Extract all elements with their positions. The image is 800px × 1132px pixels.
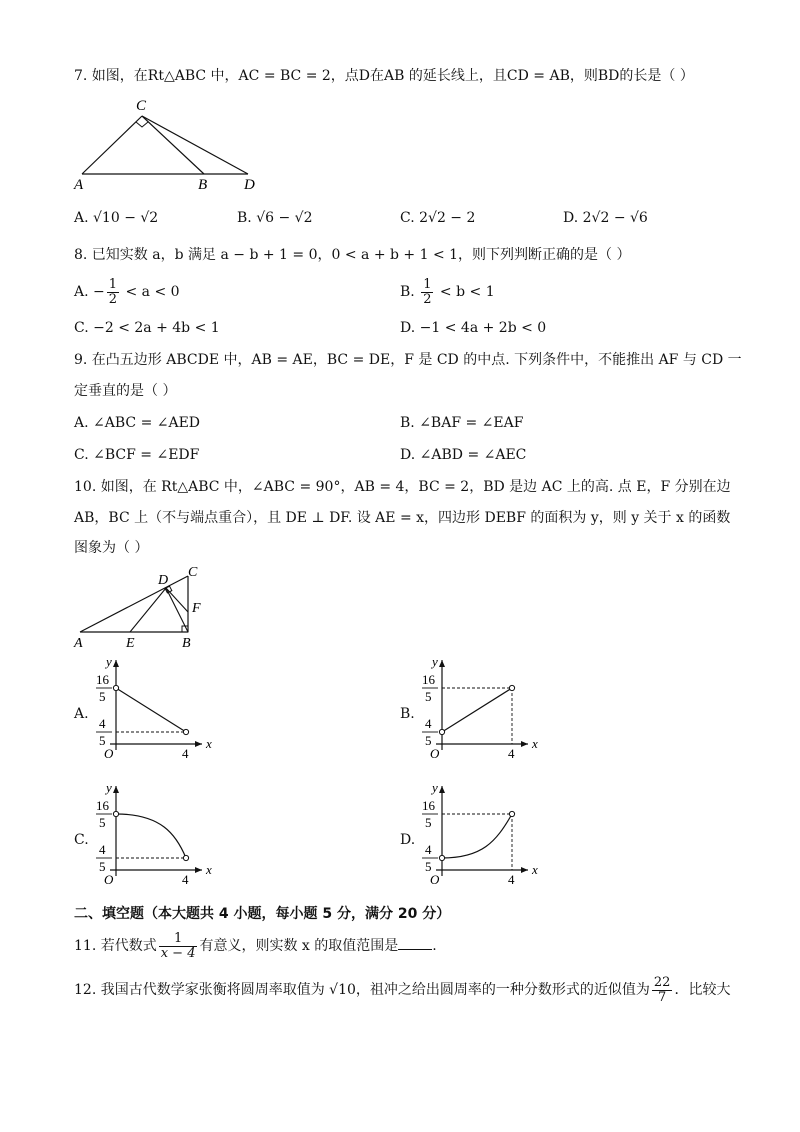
function-curve (442, 688, 512, 732)
q7-label-c: C (136, 98, 147, 114)
x-axis-label: x (532, 736, 538, 751)
open-endpoint (113, 811, 118, 816)
tick-4-numerator: 4 (99, 716, 106, 731)
open-endpoint (509, 685, 514, 690)
tick-4-denominator: 5 (99, 733, 106, 748)
tick-16-numerator: 16 (422, 672, 435, 687)
x-axis-arrow (521, 867, 528, 873)
q10-stem-line1: 10. 如图，在 Rt△ABC 中，∠ABC = 90°，AB = 4，BC = 2，BD 是边 AC 上的高. 点 E，F 分别在边 (74, 479, 731, 495)
q10-seg-de (130, 588, 166, 632)
open-endpoint (509, 811, 514, 816)
y-axis-label: y (106, 654, 112, 669)
tick-4-denominator: 5 (425, 733, 432, 748)
x-axis-arrow (521, 741, 528, 747)
origin-label: O (430, 746, 440, 761)
open-endpoint (113, 685, 118, 690)
open-endpoint (183, 729, 188, 734)
x-axis-arrow (195, 867, 202, 873)
x-tick-4: 4 (182, 746, 189, 761)
origin-label: O (430, 872, 440, 887)
tick-16-denominator: 5 (99, 815, 106, 830)
q12: 12. 我国古代数学家张衡将圆周率取值为 √10，祖冲之给出圆周率的一种分数形式的近似值为 $\frac{22}{7}$ ．比较大 (74, 974, 731, 1005)
open-endpoint (439, 729, 444, 734)
q7-label-b: B (198, 177, 208, 193)
q10-option-b-letter: B. (400, 706, 415, 722)
x-axis-label: x (206, 736, 212, 751)
tick-4-numerator: 4 (425, 716, 432, 731)
q7-option-c: C. 2√2 − 2 (400, 210, 476, 226)
open-endpoint (183, 855, 188, 860)
q10-stem-line2: AB，BC 上（不与端点重合），且 DE ⊥ DF. 设 AE = x，四边形 DEBF 的面积为 y，则 y 关于 x 的函数 (74, 510, 731, 526)
tick-16-numerator: 16 (96, 672, 109, 687)
x-tick-4: 4 (508, 746, 515, 761)
q10-label-d: D (158, 573, 169, 588)
q7-option-b: B. √6 − √2 (237, 210, 313, 226)
q9-stem-line1: 9. 在凸五边形 ABCDE 中，AB = AE，BC = DE，F 是 CD 的中点. 下列条件中，不能推出 AF 与 CD 一 (74, 352, 742, 368)
function-curve (116, 688, 186, 732)
q10-stem-line3: 图象为（ ） (74, 540, 149, 556)
tick-4-numerator: 4 (99, 842, 106, 857)
q10-label-a: A (74, 636, 83, 651)
q7-label-d: D (244, 177, 255, 193)
function-curve (116, 814, 186, 858)
q8-stem: 8. 已知实数 a，b 满足 a − b + 1 = 0，0 < a + b + 1 < 1，则下列判断正确的是（ ） (74, 247, 631, 263)
q10-label-e: E (126, 636, 135, 651)
x-axis-arrow (195, 741, 202, 747)
q10-side-ac (80, 576, 188, 632)
q8-option-c: C. −2 < 2a + 4b < 1 (74, 320, 220, 336)
q10-option-c-graph (90, 780, 220, 888)
q8-b-fraction: $\frac{1}{2}$ (423, 276, 432, 307)
q7-right-angle-mark (136, 122, 148, 127)
y-axis-label: y (432, 780, 438, 795)
q10-option-b-graph (416, 654, 546, 762)
y-axis-label: y (432, 654, 438, 669)
q10-option-d-letter: D. (400, 832, 416, 848)
tick-4-denominator: 5 (425, 859, 432, 874)
q11-answer-blank[interactable] (398, 935, 432, 950)
q9-option-a: A. ∠ABC = ∠AED (74, 415, 201, 431)
q9-option-c: C. ∠BCF = ∠EDF (74, 447, 200, 463)
x-axis-label: x (206, 862, 212, 877)
q10-seg-bd (166, 588, 188, 632)
q7-stem: 7. 如图，在Rt△ABC 中，AC = BC = 2，点D在AB 的延长线上，且CD = AB，则BD的长是（ ） (74, 68, 694, 84)
q12-fraction: $\frac{22}{7}$ (653, 974, 671, 1005)
origin-label: O (104, 872, 114, 887)
tick-16-denominator: 5 (99, 689, 106, 704)
tick-4-denominator: 5 (99, 859, 106, 874)
q10-option-c-letter: C. (74, 832, 89, 848)
section-2-title: 二、填空题（本大题共 4 小题，每小题 5 分，满分 20 分） (74, 906, 451, 922)
q10-option-d-graph (416, 780, 546, 888)
q9-option-d: D. ∠ABD = ∠AEC (400, 447, 527, 463)
x-tick-4: 4 (508, 872, 515, 887)
q7-figure (70, 96, 270, 191)
q10-label-c: C (188, 565, 198, 580)
q10-label-f: F (192, 601, 201, 616)
x-tick-4: 4 (182, 872, 189, 887)
q7-option-a: A. √10 − √2 (74, 210, 159, 226)
y-axis-label: y (106, 780, 112, 795)
q11-fraction: $\frac{1}{x - 4}$ (160, 930, 196, 961)
y-axis-arrow (113, 660, 119, 667)
tick-16-denominator: 5 (425, 815, 432, 830)
origin-label: O (104, 746, 114, 761)
function-curve (442, 814, 512, 858)
q10-option-a-letter: A. (74, 706, 89, 722)
q7-label-a: A (74, 177, 84, 193)
tick-16-numerator: 16 (96, 798, 109, 813)
q10-option-a-graph (90, 654, 220, 762)
tick-16-numerator: 16 (422, 798, 435, 813)
q8-option-a: A. − $\frac{1}{2}$ < a < 0 (74, 276, 180, 307)
q7-option-d: D. 2√2 − √6 (563, 210, 648, 226)
y-axis-arrow (439, 660, 445, 667)
q10-label-b: B (182, 636, 191, 651)
q8-a-fraction: $\frac{1}{2}$ (108, 276, 118, 307)
tick-4-numerator: 4 (425, 842, 432, 857)
x-axis-label: x (532, 862, 538, 877)
q11: 11. 若代数式 $\frac{1}{x - 4}$ 有意义，则实数 x 的取值范围是 . (74, 930, 437, 961)
open-endpoint (439, 855, 444, 860)
y-axis-arrow (113, 786, 119, 793)
q7-side-ac (82, 116, 142, 174)
q10-figure (70, 562, 220, 652)
q8-option-d: D. −1 < 4a + 2b < 0 (400, 320, 547, 336)
q8-option-b: B. $\frac{1}{2}$ < b < 1 (400, 276, 495, 307)
y-axis-arrow (439, 786, 445, 793)
q9-stem-line2: 定垂直的是（ ） (74, 383, 177, 399)
tick-16-denominator: 5 (425, 689, 432, 704)
q9-option-b: B. ∠BAF = ∠EAF (400, 415, 524, 431)
